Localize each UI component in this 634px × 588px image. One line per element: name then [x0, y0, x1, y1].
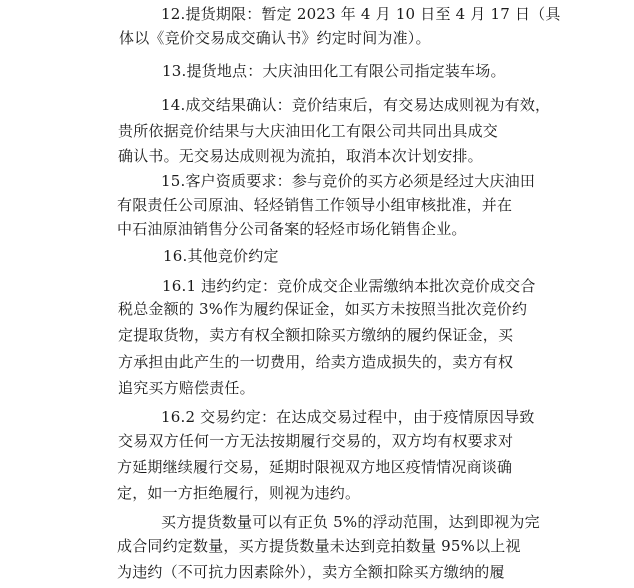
- quantity-paragraph-line-2: 成合同约定数量，买方提货数量未达到竞拍数量 95%以上视: [117, 537, 521, 555]
- clause-13-line-1: 13.提货地点：大庆油田化工有限公司指定装车场。: [162, 62, 506, 80]
- clause-14-line-3: 确认书。无交易达成则视为流拍，取消本次计划安排。: [118, 147, 483, 165]
- clause-16-2-line-2: 交易双方任何一方无法按期履行交易的，双方均有权要求对: [118, 432, 514, 450]
- clause-14-line-2: 贵所依据竞价结果与大庆油田化工有限公司共同出具成交: [118, 122, 499, 140]
- clause-16-heading: 16.其他竞价约定: [163, 247, 279, 265]
- clause-12-line-1: 12.提货期限：暂定 2023 年 4 月 10 日至 4 月 17 日（具: [161, 5, 561, 23]
- clause-16-2-line-1: 16.2 交易约定：在达成交易过程中，由于疫情原因导致: [161, 408, 535, 426]
- clause-16-1-line-5: 追究买方赔偿责任。: [118, 379, 255, 397]
- clause-14-line-1: 14.成交结果确认：竞价结束后，有交易达成则视为有效，: [161, 96, 551, 114]
- clause-15-line-2: 有限责任公司原油、轻烃销售工作领导小组审核批准，并在: [117, 196, 513, 214]
- clause-12-line-2: 体以《竞价交易成交确认书》约定时间为准）。: [119, 29, 431, 47]
- clause-16-2-line-4: 定，如一方拒绝履行，则视为违约。: [117, 484, 361, 502]
- clause-15-line-3: 中石油原油销售分公司备案的轻烃市场化销售企业。: [117, 220, 467, 238]
- clause-15-line-1: 15.客户资质要求：参与竞价的买方必须是经过大庆油田: [161, 172, 536, 190]
- quantity-paragraph-line-3: 为违约（不可抗力因素除外），卖方全额扣除买方缴纳的履: [117, 563, 505, 581]
- clause-16-1-line-1: 16.1 违约约定：竞价成交企业需缴纳本批次竞价成交合: [162, 277, 536, 295]
- clause-16-1-line-4: 方承担由此产生的一切费用，给卖方造成损失的，卖方有权: [118, 353, 514, 371]
- clause-16-1-line-2: 税总金额的 3%作为履约保证金，如买方未按照当批次竞价约: [118, 300, 528, 318]
- clause-16-2-line-3: 方延期继续履行交易，延期时限视双方地区疫情情况商谈确: [117, 458, 513, 476]
- clause-16-1-line-3: 定提取货物，卖方有权全额扣除买方缴纳的履约保证金，买: [118, 326, 514, 344]
- quantity-paragraph-line-1: 买方提货数量可以有正负 5%的浮动范围，达到即视为完: [161, 513, 540, 531]
